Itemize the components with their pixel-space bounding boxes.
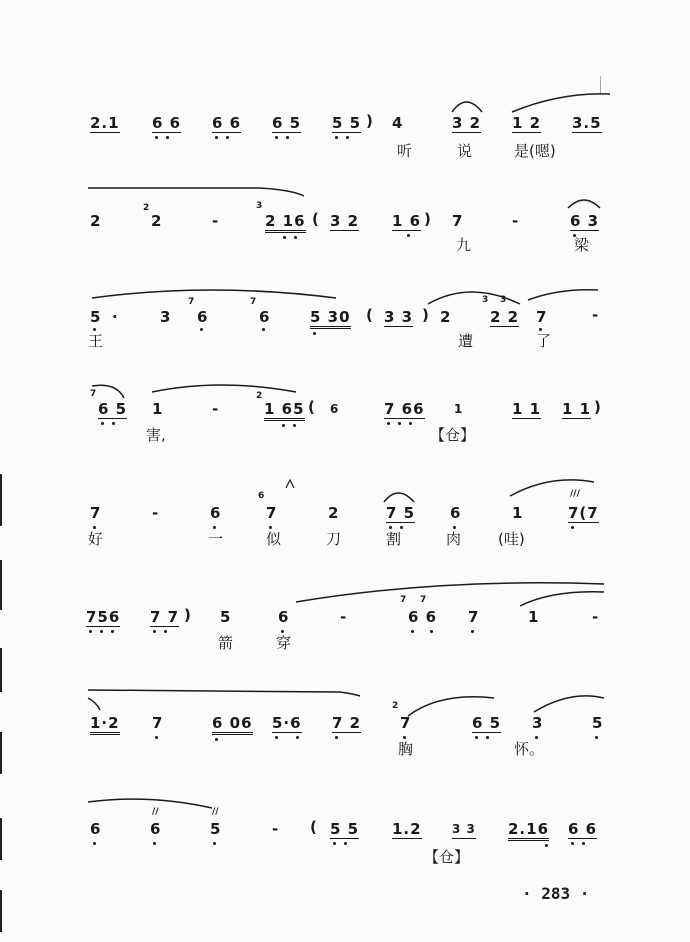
octave-dot — [430, 630, 433, 633]
note-group: - — [512, 212, 520, 230]
octave-dot — [346, 136, 349, 139]
note-group: 1 6 — [392, 212, 422, 230]
note-group: ) — [184, 606, 192, 624]
note-group: 7 — [266, 504, 278, 522]
note-group: 1 — [152, 400, 164, 418]
note-group: - — [212, 212, 220, 230]
lyric: 遭 — [458, 332, 474, 350]
octave-dot — [453, 526, 456, 529]
note-group: 1 — [454, 402, 464, 416]
lyric: 刀 — [326, 530, 342, 548]
note-group: 7 7 — [150, 608, 180, 626]
note-group: 7 — [468, 608, 480, 626]
octave-dot — [153, 630, 156, 633]
note-group: 5 5 — [332, 114, 362, 132]
note-group: - — [592, 608, 600, 626]
octave-dot — [111, 630, 114, 633]
score-system-6 — [0, 582, 690, 702]
note-group: 3.5 — [572, 114, 602, 132]
octave-dot — [93, 842, 96, 845]
note-group: 1 — [512, 504, 524, 522]
note-group: 6 — [330, 402, 340, 416]
note-group: 1 1 — [562, 400, 592, 418]
note-group: ) — [366, 112, 374, 130]
note-group: 1.2 — [392, 820, 422, 838]
note-group: 5 5 — [330, 820, 360, 838]
grace-note: 3 — [500, 295, 507, 305]
octave-dot — [582, 842, 585, 845]
octave-dot — [409, 422, 412, 425]
note-group: 6 — [90, 820, 102, 838]
octave-dot — [213, 526, 216, 529]
grace-note: 7 — [400, 595, 407, 605]
octave-dot — [389, 526, 392, 529]
octave-dot — [283, 236, 286, 239]
octave-dot — [398, 422, 401, 425]
note-group: 6 5 — [472, 714, 502, 732]
octave-dot — [407, 234, 410, 237]
page-number: · 283 · — [522, 884, 590, 903]
note-group: 1·2 — [90, 714, 120, 735]
octave-dot — [93, 526, 96, 529]
lyric: 王 — [88, 332, 104, 350]
octave-dot — [571, 842, 574, 845]
lyric: 胸 — [398, 740, 414, 758]
octave-dot — [335, 136, 338, 139]
note-group: 1 1 — [512, 400, 542, 418]
note-group: 6 6 — [152, 114, 182, 132]
grace-note: 7 — [420, 595, 427, 605]
note-group: 3 3 — [452, 820, 476, 839]
grace-note: 7 — [90, 389, 97, 399]
octave-dot — [535, 736, 538, 739]
octave-dot — [387, 422, 390, 425]
note-group: 2 — [90, 212, 102, 230]
note-group: - — [152, 504, 160, 522]
octave-dot — [294, 236, 297, 239]
grace-note: 2 — [256, 391, 263, 401]
octave-dot — [313, 332, 316, 335]
note-group: 7 — [536, 308, 548, 326]
note-group: 6 5 — [98, 400, 128, 418]
octave-dot — [101, 422, 104, 425]
octave-dot — [226, 136, 229, 139]
octave-dot — [166, 136, 169, 139]
note-group: 5 — [210, 820, 222, 838]
note-group: 6 06 — [212, 714, 253, 735]
lyric: 梁 — [574, 236, 590, 254]
note-group: 1 — [528, 608, 540, 626]
note-group: ) — [422, 306, 430, 324]
note-group: 3 — [160, 308, 172, 326]
note-group: 5 — [220, 608, 232, 626]
octave-dot — [344, 842, 347, 845]
octave-dot — [93, 328, 96, 331]
note-group: 4 — [392, 114, 404, 132]
grace-note: 2 — [143, 203, 150, 213]
octave-dot — [275, 136, 278, 139]
note-group: 2 — [151, 212, 163, 230]
note-group: 7 — [452, 212, 464, 230]
grace-note: 7 — [250, 297, 257, 307]
note-group: 2 16 — [265, 212, 306, 233]
note-group: 7 — [400, 714, 412, 732]
lyric: 说 — [457, 142, 473, 160]
note-group: 5·6 — [272, 714, 302, 732]
octave-dot — [153, 842, 156, 845]
octave-dot — [411, 630, 414, 633]
octave-dot — [155, 736, 158, 739]
lyric: 似 — [266, 530, 282, 548]
note-group: 7 66 — [384, 400, 425, 418]
octave-dot — [200, 328, 203, 331]
note-group: 1 65 — [264, 400, 305, 421]
octave-dot — [571, 526, 574, 529]
octave-dot — [262, 328, 265, 331]
note-group: - — [592, 306, 600, 324]
note-group: 6 — [150, 820, 162, 838]
grace-note: 3 — [256, 201, 263, 211]
grace-note: 3 — [482, 295, 489, 305]
note-group: 7(7 — [568, 504, 599, 522]
margin-tick — [600, 76, 601, 94]
note-group: ( — [312, 210, 320, 228]
note-group: ) — [594, 398, 602, 416]
lyric: (哇) — [498, 530, 525, 548]
octave-dot — [164, 630, 167, 633]
lyric: 了 — [536, 332, 552, 350]
note-group: 6 3 — [570, 212, 600, 230]
note-group: 2 — [440, 308, 452, 326]
note-group: 6 — [259, 308, 271, 326]
octave-dot — [281, 630, 284, 633]
lyric: 听 — [397, 142, 413, 160]
octave-dot — [100, 630, 103, 633]
ornament-mark: /// — [570, 489, 580, 499]
octave-dot — [486, 736, 489, 739]
lyric: 箭 — [218, 634, 234, 652]
grace-note: 7 — [188, 297, 195, 307]
note-group: 7 — [152, 714, 164, 732]
octave-dot — [333, 842, 336, 845]
note-group: · — [112, 308, 119, 326]
octave-dot — [155, 136, 158, 139]
note-group: - — [272, 820, 280, 838]
note-group: ( — [366, 306, 374, 324]
lyric: 穿 — [276, 634, 292, 652]
octave-dot — [475, 736, 478, 739]
note-group: 2.1 — [90, 114, 120, 132]
slur-marks — [0, 582, 690, 702]
lyric: 【仓】 — [424, 848, 470, 866]
octave-dot — [282, 424, 285, 427]
note-group: 6 — [210, 504, 222, 522]
note-group: 6 6 — [408, 608, 438, 626]
note-group: 7 2 — [332, 714, 362, 732]
ornament-mark: // — [212, 807, 219, 817]
note-group: 6 — [278, 608, 290, 626]
octave-dot — [403, 736, 406, 739]
note-group: 6 6 — [568, 820, 598, 838]
octave-dot — [286, 136, 289, 139]
note-group: ) — [424, 210, 432, 228]
octave-dot — [471, 630, 474, 633]
note-group: 5 — [90, 308, 102, 326]
lyric: 好 — [88, 530, 104, 548]
note-group: 1 2 — [512, 114, 542, 132]
lyric: 害, — [146, 426, 166, 444]
note-group: 3 2 — [452, 114, 482, 132]
octave-dot — [545, 844, 548, 847]
note-group: 3 — [532, 714, 544, 732]
octave-dot — [400, 526, 403, 529]
note-group: 3 2 — [330, 212, 360, 230]
octave-dot — [215, 738, 218, 741]
note-group: 6 5 — [272, 114, 302, 132]
octave-dot — [89, 630, 92, 633]
ornament-mark: // — [152, 807, 159, 817]
note-group: 6 6 — [212, 114, 242, 132]
lyric: 肉 — [446, 530, 462, 548]
note-group: 7 — [90, 504, 102, 522]
grace-note: 6 — [258, 491, 265, 501]
note-group: - — [212, 400, 220, 418]
lyric: 一 — [208, 530, 224, 548]
note-group: 7 5 — [386, 504, 416, 522]
grace-note: 2 — [392, 701, 399, 711]
octave-dot — [539, 328, 542, 331]
octave-dot — [296, 736, 299, 739]
octave-dot — [269, 526, 272, 529]
octave-dot — [275, 736, 278, 739]
lyric: 九 — [456, 236, 472, 254]
lyric: 【仓】 — [430, 426, 476, 444]
octave-dot — [335, 736, 338, 739]
octave-dot — [595, 736, 598, 739]
note-group: 6 — [197, 308, 209, 326]
note-group: 5 — [592, 714, 604, 732]
note-group: ( — [310, 818, 318, 836]
note-group: - — [340, 608, 348, 626]
note-group: 2 2 — [490, 308, 520, 326]
lyric: 割 — [386, 530, 402, 548]
note-group: 6 — [450, 504, 462, 522]
note-group: 2.16 — [508, 820, 549, 841]
octave-dot — [112, 422, 115, 425]
lyric: 怀。 — [514, 740, 545, 758]
lyric: 是(嗯) — [514, 142, 556, 160]
octave-dot — [293, 424, 296, 427]
note-group: ( — [308, 398, 316, 416]
note-group: 3 3 — [384, 308, 414, 326]
octave-dot — [215, 136, 218, 139]
note-group: 2 — [328, 504, 340, 522]
octave-dot — [213, 842, 216, 845]
note-group: 756 — [86, 608, 121, 626]
note-group: 5 30 — [310, 308, 351, 329]
